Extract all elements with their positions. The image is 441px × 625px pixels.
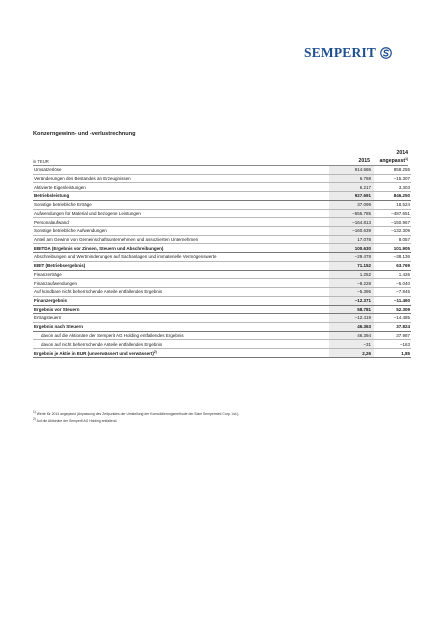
row-label: [33, 253, 329, 262]
value-2014: –14.485: [374, 314, 411, 323]
row-label-text: EBITDA (Ergebnis vor Zinsen, Steuern und Abschreibungen): [34, 245, 164, 251]
row-label: [33, 349, 329, 358]
table-row: [33, 279, 411, 288]
value-2015: 914.686: [329, 166, 374, 174]
row-label: [33, 244, 329, 253]
value-2015: –31: [329, 340, 374, 349]
row-label: [33, 331, 329, 340]
value-2014: 18.524: [374, 200, 411, 209]
row-label-text: Sonstige betriebliche Erträge: [34, 202, 92, 208]
table-row: [33, 253, 411, 262]
row-label: [33, 279, 329, 288]
footnote-2-text: Auf die Aktionäre der Semperit AG Holding entfallend.: [36, 419, 118, 423]
table-row: [33, 200, 411, 209]
table-row: [33, 192, 411, 201]
value-2015: –12.419: [329, 314, 374, 323]
value-2014: –163: [374, 340, 411, 349]
semperit-logo: [304, 44, 419, 62]
value-2015: 71.152: [329, 261, 374, 270]
row-label: [33, 235, 329, 244]
row-label-text: Ergebnis nach Steuern: [34, 324, 84, 330]
row-label-text: Personalaufwand: [34, 219, 69, 225]
row-label-text: Finanzerträge: [34, 271, 62, 277]
table-row: [33, 261, 411, 270]
table-row: [33, 314, 411, 323]
value-2014: –132.309: [374, 227, 411, 236]
table-row: [33, 244, 411, 253]
table-row: [33, 322, 411, 331]
table-row: [33, 340, 411, 349]
column-header-2014-year: 2014: [396, 150, 408, 156]
table-row: [33, 218, 411, 227]
value-2014: –38.136: [374, 253, 411, 262]
value-2014: 63.769: [374, 261, 411, 270]
table-row: [33, 183, 411, 192]
table-header: [33, 150, 408, 165]
value-2014: –5.040: [374, 279, 411, 288]
row-label: [33, 270, 329, 279]
footnote-1-text: Werte für 2014 angepasst (Anpassung des Zeitpunktes der Umstellung der Konsolidierungsmethode der Siam Sempermed Corp. Ltd.).: [36, 412, 240, 416]
row-label-text: Veränderungen des Bestandes an Erzeugnissen: [34, 175, 131, 181]
footnote-1: [33, 410, 413, 417]
value-2014: –15.307: [374, 174, 411, 183]
value-2014: 3.303: [374, 183, 411, 192]
value-2015: 100.630: [329, 244, 374, 253]
brand-name: SEMPERIT: [304, 45, 377, 61]
value-2014: 846.250: [374, 192, 411, 201]
row-label-text: Finanzaufwendungen: [34, 280, 78, 286]
row-label: [33, 192, 329, 201]
row-label-text: Sonstige betriebliche Aufwendungen: [34, 228, 107, 234]
value-2014: 101.905: [374, 244, 411, 253]
value-2015: –5.395: [329, 288, 374, 297]
row-label: [33, 340, 329, 349]
row-label: [33, 209, 329, 218]
column-header-2014-note: angepasst: [379, 157, 406, 164]
value-2014: –11.460: [374, 296, 411, 305]
value-2015: 2,26: [329, 349, 374, 358]
row-label: [33, 183, 329, 192]
value-2014: 858.255: [374, 166, 411, 174]
row-label-text: Umsatzerlöse: [34, 167, 62, 173]
row-label-text: Auf kündbare nicht beherrschende Anteile entfallendes Ergebnis: [34, 289, 163, 295]
column-header-2015: 2015: [358, 158, 370, 164]
value-2015: 6.788: [329, 174, 374, 183]
value-2015: 17.078: [329, 235, 374, 244]
value-2015: 37.099: [329, 200, 374, 209]
table-row: [33, 166, 411, 174]
row-label-text: Ertragsteuern: [34, 315, 62, 321]
footnotes: [33, 410, 413, 424]
row-label: [33, 261, 329, 270]
value-2015: –555.785: [329, 209, 374, 218]
footnote-1-mark: 1): [33, 410, 36, 414]
row-footnote-mark: 2): [153, 350, 157, 355]
row-label: [33, 227, 329, 236]
row-label: [33, 305, 329, 314]
row-label-text: davon auf die Aktionäre der Semperit AG Holding entfallendes Ergebnis: [41, 332, 184, 338]
value-2015: 927.691: [329, 192, 374, 201]
table-row: [33, 174, 411, 183]
table-row: [33, 331, 411, 340]
table-row: [33, 270, 411, 279]
value-2014: –487.651: [374, 209, 411, 218]
row-label: [33, 166, 329, 174]
value-2014: 1,85: [374, 349, 411, 358]
column-header-footnote-mark: 1): [405, 156, 408, 161]
value-2015: 58.781: [329, 305, 374, 314]
row-label: [33, 174, 329, 183]
row-label-text: Aufwendungen für Material und bezogene Leistungen: [34, 210, 141, 216]
value-2014: 8.057: [374, 235, 411, 244]
value-2015: 46.363: [329, 322, 374, 331]
value-2014: –7.845: [374, 288, 411, 297]
row-label-text: Ergebnis je Aktie in EUR (unverwässert und verwässert): [34, 351, 154, 357]
row-label-text: Betriebsleistung: [34, 193, 70, 199]
value-2014: –150.967: [374, 218, 411, 227]
value-2015: 6.217: [329, 183, 374, 192]
table-row: [33, 227, 411, 236]
value-2015: 1.252: [329, 270, 374, 279]
row-label-text: davon auf nicht beherrschende Anteile entfallendes Ergebnis: [41, 341, 163, 347]
row-label-text: Abschreibungen und Wertminderungen auf Sachanlagen und immaterielle Vermögenswerte: [34, 254, 217, 260]
column-header-2014: [372, 150, 408, 164]
row-label-text: EBIT (Betriebsergebnis): [34, 263, 86, 269]
table-row: [33, 296, 411, 305]
footnote-2: [33, 417, 413, 424]
value-2014: 52.309: [374, 305, 411, 314]
row-label-text: Ergebnis vor Steuern: [34, 306, 80, 312]
value-2015: –160.639: [329, 227, 374, 236]
row-label-text: Finanzergebnis: [34, 298, 68, 304]
table-row: [33, 209, 411, 218]
value-2014: 37.824: [374, 322, 411, 331]
table-row: [33, 288, 411, 297]
value-2015: –8.228: [329, 279, 374, 288]
section-title: Konzerngewinn- und -verlustrechnung: [33, 131, 136, 137]
row-label: [33, 296, 329, 305]
value-2015: –29.478: [329, 253, 374, 262]
value-2014: 37.987: [374, 331, 411, 340]
income-statement-table: [33, 166, 411, 358]
value-2014: 1.426: [374, 270, 411, 279]
footnote-2-mark: 2): [33, 417, 36, 421]
value-2015: –164.813: [329, 218, 374, 227]
row-label: [33, 314, 329, 323]
row-label: [33, 200, 329, 209]
unit-label: in TEUR: [33, 159, 49, 164]
row-label: [33, 288, 329, 297]
row-label: [33, 322, 329, 331]
table-row: [33, 305, 411, 314]
row-label-text: Aktivierte Eigenleistungen: [34, 184, 86, 190]
value-2015: –12.371: [329, 296, 374, 305]
table-row: [33, 349, 411, 358]
row-label-text: Anteil am Gewinn von Gemeinschaftsunternehmen und assoziierten Unternehmen: [34, 237, 199, 242]
semperit-s-mark-icon: [380, 47, 392, 59]
row-label: [33, 218, 329, 227]
table-row: [33, 235, 411, 244]
value-2015: 46.394: [329, 331, 374, 340]
